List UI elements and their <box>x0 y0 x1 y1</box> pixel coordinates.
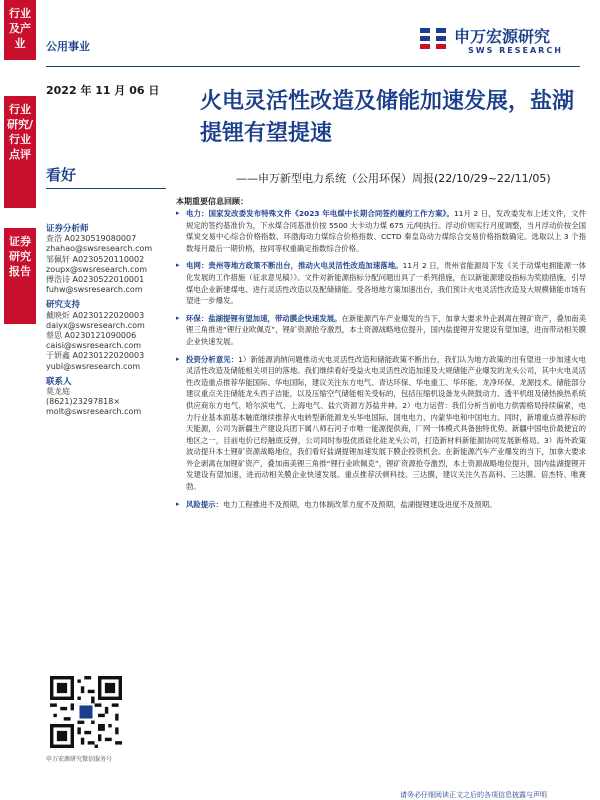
side-text: 研究/ <box>6 118 34 131</box>
report-date: 2022 年 11 月 06 日 <box>46 84 160 97</box>
side-text: 点评 <box>9 148 31 161</box>
report-body <box>176 208 586 516</box>
analyst-email[interactable]: daiyx@swsresearch.com <box>46 320 145 330</box>
analyst-email[interactable]: fuhw@swsresearch.com <box>46 285 143 295</box>
logo-cn-text: 申万宏源研究 <box>454 27 551 46</box>
bullet-head: 投资分析意见： <box>186 354 239 364</box>
qr-caption: 申万宏源研究微信服务号 <box>46 756 113 763</box>
analyst-line: 查浩 A0230519080007 <box>46 234 137 244</box>
side-strip <box>0 0 40 800</box>
side-text: 行业 <box>9 133 31 146</box>
rating-badge: 看好 <box>46 166 77 184</box>
header-divider <box>46 66 580 67</box>
side-box-industry <box>4 0 36 60</box>
side-text: 行业 <box>9 7 31 20</box>
sws-logo-icon <box>418 24 448 54</box>
analyst-label: 证券分析师 <box>46 224 89 234</box>
bullet-risk <box>176 499 586 511</box>
section-heading: 本期重要信息回顾： <box>176 197 248 206</box>
analyst-email[interactable]: caisi@swsresearch.com <box>46 341 142 351</box>
bullet-head: 电力：国家发改委发布特殊文件《2023 年电煤中长期合同签约履约工作方案》。 <box>186 209 454 218</box>
qr-code-icon[interactable] <box>50 676 122 748</box>
bullet-text: 在新能源汽车产业爆发的当下，加拿大要求外企剥离在锂矿资产，叠加南美锂三角推进“锂行业欧佩克”，锂矿资源抢夺激烈，本土资源战略地位提升，国内盐提锂开发建设有望加速，进而带动相关膜企业快速发展。 <box>186 313 586 346</box>
bullet-text: 1）新能源消纳问题推动火电灵活性改造和储能政策不断出台，我们认为地方政策的出有望进一步加速火电灵活性改造及储能相关项目的落地。我们继续看好受益火电灵活性改造加速及大规储能产业爆发的龙头公司，其中火电灵活性改造重点推荐华能国际、华电国际，建议关注东方电气、青达环保、华电重工、华环能、龙净环保、龙源技术。储能部分建议重点关注储能龙头西子洁能，以及压缩空气储能相关受标的，包括压缩机设备龙头陕鼓动力、透平机组及储热换热系统供应商东方电气、哈尔滨电气、上海电气、盐穴资源方苏盐井神。2）电力运营：我们分析当前电力供需格局持续偏紧，电力行业基本面基本触底继续推荐火电转型新能源龙头华电国际、国电电力、内蒙华电和中国电力。同时，新增重点推荐标的天能源，公司为新疆生产建设兵团下属八师石河子市唯一能源提供商，厂网一体模式具备独特优势。新疆中国电价最便宜的地区之一，目前电价已经触底反弹，公司同时参股优质硅化硅龙头公司，打造新材料新能源协同发展新格局。3）海外政策波动提升本土锂矿资源战略地位，我们看好盐湖提锂加速发展下膜企投资机会。在新能源汽车产业爆发的当下，加拿大要求外企剥离在加锂矿资产，叠加南美锂三角推“锂行业欧佩克”，锂矿资源抢夺激烈，本土资源战略地位提升，国内盐湖提锂开发建设有望加速，进而动相关膜企业快速发展。重点推荐沃顿科技、三达膜，建议关注久吾高科、三达膜、倍杰特、唯赛勃。 <box>186 354 586 492</box>
bullet-power <box>176 208 586 254</box>
research-support-label: 研究支持 <box>46 300 81 311</box>
bullet-investment <box>176 354 586 493</box>
contact-email[interactable]: molt@swsresearch.com <box>46 407 142 417</box>
analyst-line: 蔡思 A0230121090006 <box>46 331 137 341</box>
industry-category: 公用事业 <box>46 40 90 53</box>
report-subtitle: ——申万新型电力系统（公用环保）周报(22/10/29~22/11/05) <box>236 172 551 185</box>
analyst-line: 于妍鑫 A0230122020003 <box>46 351 145 361</box>
side-text: 证券 <box>9 235 31 248</box>
logo-en-text: SWS RESEARCH <box>468 46 563 55</box>
contact-line: 莫龙庭 <box>46 387 70 397</box>
side-text: 业 <box>14 37 26 50</box>
side-text: 报告 <box>9 265 31 278</box>
side-box-report <box>4 228 36 324</box>
analyst-panel <box>46 222 166 418</box>
analyst-email[interactable]: zhahao@swsresearch.com <box>46 244 153 254</box>
report-title: 火电灵活性改造及储能加速发展，盐湖提锂有望提速 <box>200 89 575 146</box>
bullet-grid <box>176 260 586 306</box>
bullet-text: 11月 2 日，发改委发布上述文件，文件规定的签约基准价为，下水煤合同基准价按 5500 大卡动力煤 675 元/吨执行。浮动价则实行月度调整，当月浮动价按全国煤炭交易中心综合价格指数、环渤海动力煤综合价格指数、CCTD 秦皇岛动力煤综合交易价格指数确定。选取以上 3 个指数每月最后一期价格，按同等权重确定指数综合价格。 <box>186 209 586 253</box>
bullet-text: 11月 2 日，贵州省能源局下发《关于动煤电拥能源一体化发展的工作措施（征求意见稿）》。文件对新能源指标分配问题出具了一系列措施，在以新能源建设指标为奖励措施，引导煤电企业新建煤电、进行灵活性改造以及配储储能。受各地地方策加速出台，我们预计火电灵活性改造及大规模储能市场有望进一步爆发。 <box>186 261 586 306</box>
side-text: 及产 <box>9 22 31 35</box>
contact-label: 联系人 <box>46 376 72 387</box>
analyst-line: 傅浩诗 A0230522010001 <box>46 275 145 285</box>
bullet-text: 电力工程推进不及预期，电力体制改革力度不及预期，盐湖提锂建设进度不及预期。 <box>222 499 497 509</box>
analyst-line: 邹佩轩 A0230520110002 <box>46 254 145 264</box>
bullet-head: 环保：盐湖提锂有望加速，带动膜企快速发展。 <box>186 313 342 323</box>
rating-divider <box>46 188 166 189</box>
bullet-head: 电网：贵州等地方政策不断出台，推动火电灵活性改造加速落地。 <box>186 261 403 271</box>
bullet-environment <box>176 313 586 348</box>
analyst-email[interactable]: zoupx@swsresearch.com <box>46 264 148 274</box>
side-text: 行业 <box>9 103 31 116</box>
sws-logo <box>418 22 578 62</box>
contact-phone: (8621)23297818× <box>46 397 121 407</box>
analyst-email[interactable]: yubl@swsresearch.com <box>46 361 141 371</box>
side-text: 研究 <box>9 250 31 263</box>
analyst-line: 戴映炘 A0230122020003 <box>46 310 145 320</box>
bullet-head: 风险提示： <box>186 499 223 509</box>
side-box-type <box>4 96 36 208</box>
footer-disclaimer: 请务必仔细阅读正文之后的各项信息披露与声明 <box>400 791 547 799</box>
